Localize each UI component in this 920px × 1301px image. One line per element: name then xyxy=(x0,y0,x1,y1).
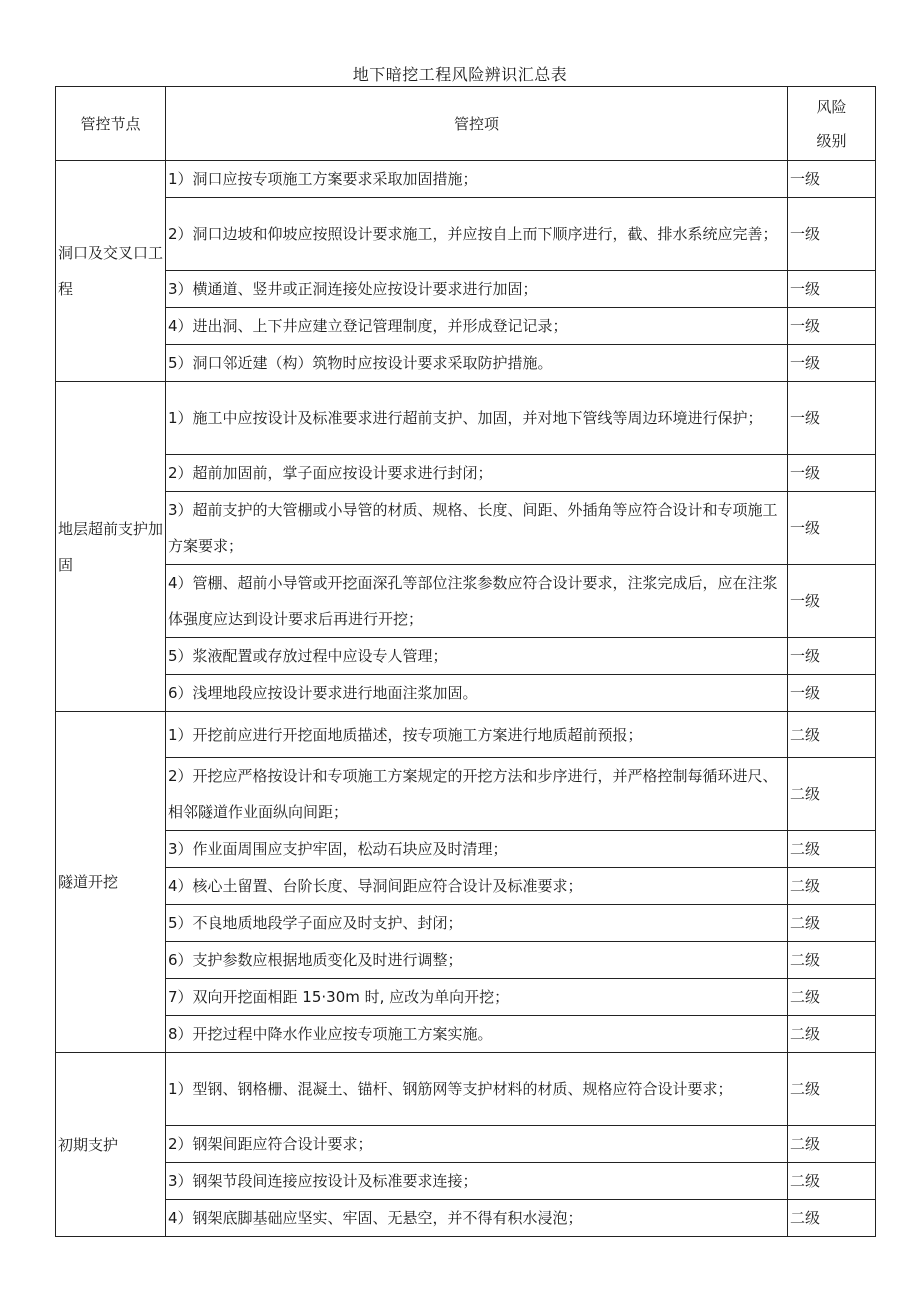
header-node: 管控节点 xyxy=(56,87,166,161)
control-item: 4）钢架底脚基础应坚实、牢固、无悬空，并不得有积水浸泡； xyxy=(166,1200,788,1237)
risk-level: 二级 xyxy=(788,905,876,942)
table-row xyxy=(56,161,876,198)
risk-level: 一级 xyxy=(788,492,876,565)
control-item: 3）作业面周围应支护牢固，松动石块应及时清理； xyxy=(166,831,788,868)
table-row xyxy=(56,1016,876,1053)
risk-level: 二级 xyxy=(788,1016,876,1053)
control-item: 2）超前加固前，掌子面应按设计要求进行封闭； xyxy=(166,455,788,492)
control-item: 8）开挖过程中降水作业应按专项施工方案实施。 xyxy=(166,1016,788,1053)
table-row xyxy=(56,675,876,712)
control-node: 隧道开挖 xyxy=(56,712,166,1053)
table-row xyxy=(56,712,876,758)
table-row xyxy=(56,979,876,1016)
table-row xyxy=(56,1126,876,1163)
table-row xyxy=(56,638,876,675)
control-item: 1）型钢、钢格栅、混凝土、锚杆、钢筋网等支护材料的材质、规格应符合设计要求； xyxy=(166,1053,788,1126)
control-node: 洞口及交叉口工程 xyxy=(56,161,166,382)
header-row xyxy=(56,87,876,161)
risk-level: 二级 xyxy=(788,758,876,831)
risk-level: 一级 xyxy=(788,382,876,455)
table-row xyxy=(56,831,876,868)
table-row xyxy=(56,198,876,271)
control-item: 4）核心土留置、台阶长度、导洞间距应符合设计及标准要求； xyxy=(166,868,788,905)
control-item: 5）洞口邻近建（构）筑物时应按设计要求采取防护措施。 xyxy=(166,345,788,382)
risk-level: 二级 xyxy=(788,942,876,979)
risk-level: 一级 xyxy=(788,271,876,308)
table-row xyxy=(56,271,876,308)
risk-table xyxy=(55,86,876,1237)
table-row xyxy=(56,308,876,345)
table-row xyxy=(56,1163,876,1200)
control-item: 3）横通道、竖井或正洞连接处应按设计要求进行加固； xyxy=(166,271,788,308)
header-level-line1: 风险 xyxy=(816,97,847,116)
control-item: 3）钢架节段间连接应按设计及标准要求连接； xyxy=(166,1163,788,1200)
risk-level: 一级 xyxy=(788,638,876,675)
control-item: 6）浅埋地段应按设计要求进行地面注浆加固。 xyxy=(166,675,788,712)
control-item: 5）浆液配置或存放过程中应设专人管理； xyxy=(166,638,788,675)
control-item: 1）洞口应按专项施工方案要求采取加固措施； xyxy=(166,161,788,198)
risk-level: 二级 xyxy=(788,712,876,758)
table-row xyxy=(56,868,876,905)
table-row xyxy=(56,1200,876,1237)
risk-level: 二级 xyxy=(788,1200,876,1237)
control-item: 5）不良地质地段学子面应及时支护、封闭； xyxy=(166,905,788,942)
control-node: 初期支护 xyxy=(56,1053,166,1237)
control-item: 6）支护参数应根据地质变化及时进行调整； xyxy=(166,942,788,979)
risk-level: 一级 xyxy=(788,308,876,345)
control-item: 2）洞口边坡和仰坡应按照设计要求施工，并应按自上而下顺序进行，截、排水系统应完善； xyxy=(166,198,788,271)
table-row xyxy=(56,345,876,382)
control-item: 4）管棚、超前小导管或开挖面深孔等部位注浆参数应符合设计要求，注浆完成后，应在注浆体强度应达到设计要求后再进行开挖； xyxy=(166,565,788,638)
table-row xyxy=(56,492,876,565)
risk-level: 一级 xyxy=(788,675,876,712)
table-row xyxy=(56,382,876,455)
control-item: 1）开挖前应进行开挖面地质描述，按专项施工方案进行地质超前预报； xyxy=(166,712,788,758)
risk-level: 一级 xyxy=(788,161,876,198)
risk-table-body xyxy=(56,87,876,1237)
header-item: 管控项 xyxy=(166,87,788,161)
control-item: 1）施工中应按设计及标准要求进行超前支护、加固，并对地下管线等周边环境进行保护； xyxy=(166,382,788,455)
header-level-line2: 级别 xyxy=(816,131,847,150)
risk-level: 二级 xyxy=(788,1053,876,1126)
control-item: 2）开挖应严格按设计和专项施工方案规定的开挖方法和步序进行，并严格控制每循环进尺、相邻隧道作业面纵向间距； xyxy=(166,758,788,831)
risk-level: 一级 xyxy=(788,565,876,638)
risk-level: 一级 xyxy=(788,455,876,492)
table-row xyxy=(56,905,876,942)
control-node: 地层超前支护加固 xyxy=(56,382,166,712)
table-row xyxy=(56,1053,876,1126)
control-item: 4）进出洞、上下井应建立登记管理制度，并形成登记记录； xyxy=(166,308,788,345)
risk-level: 一级 xyxy=(788,345,876,382)
control-item: 3）超前支护的大管棚或小导管的材质、规格、长度、间距、外插角等应符合设计和专项施工方案要求； xyxy=(166,492,788,565)
control-item: 2）钢架间距应符合设计要求； xyxy=(166,1126,788,1163)
table-row xyxy=(56,565,876,638)
table-row xyxy=(56,942,876,979)
risk-level: 二级 xyxy=(788,868,876,905)
table-row xyxy=(56,455,876,492)
header-level xyxy=(788,87,876,161)
risk-level: 二级 xyxy=(788,1126,876,1163)
risk-level: 一级 xyxy=(788,198,876,271)
risk-level: 二级 xyxy=(788,1163,876,1200)
risk-level: 二级 xyxy=(788,979,876,1016)
document-title: 地下暗挖工程风险辨识汇总表 xyxy=(352,65,568,84)
risk-level: 二级 xyxy=(788,831,876,868)
control-item: 7）双向开挖面相距 15·30m 时, 应改为单向开挖； xyxy=(166,979,788,1016)
table-row xyxy=(56,758,876,831)
